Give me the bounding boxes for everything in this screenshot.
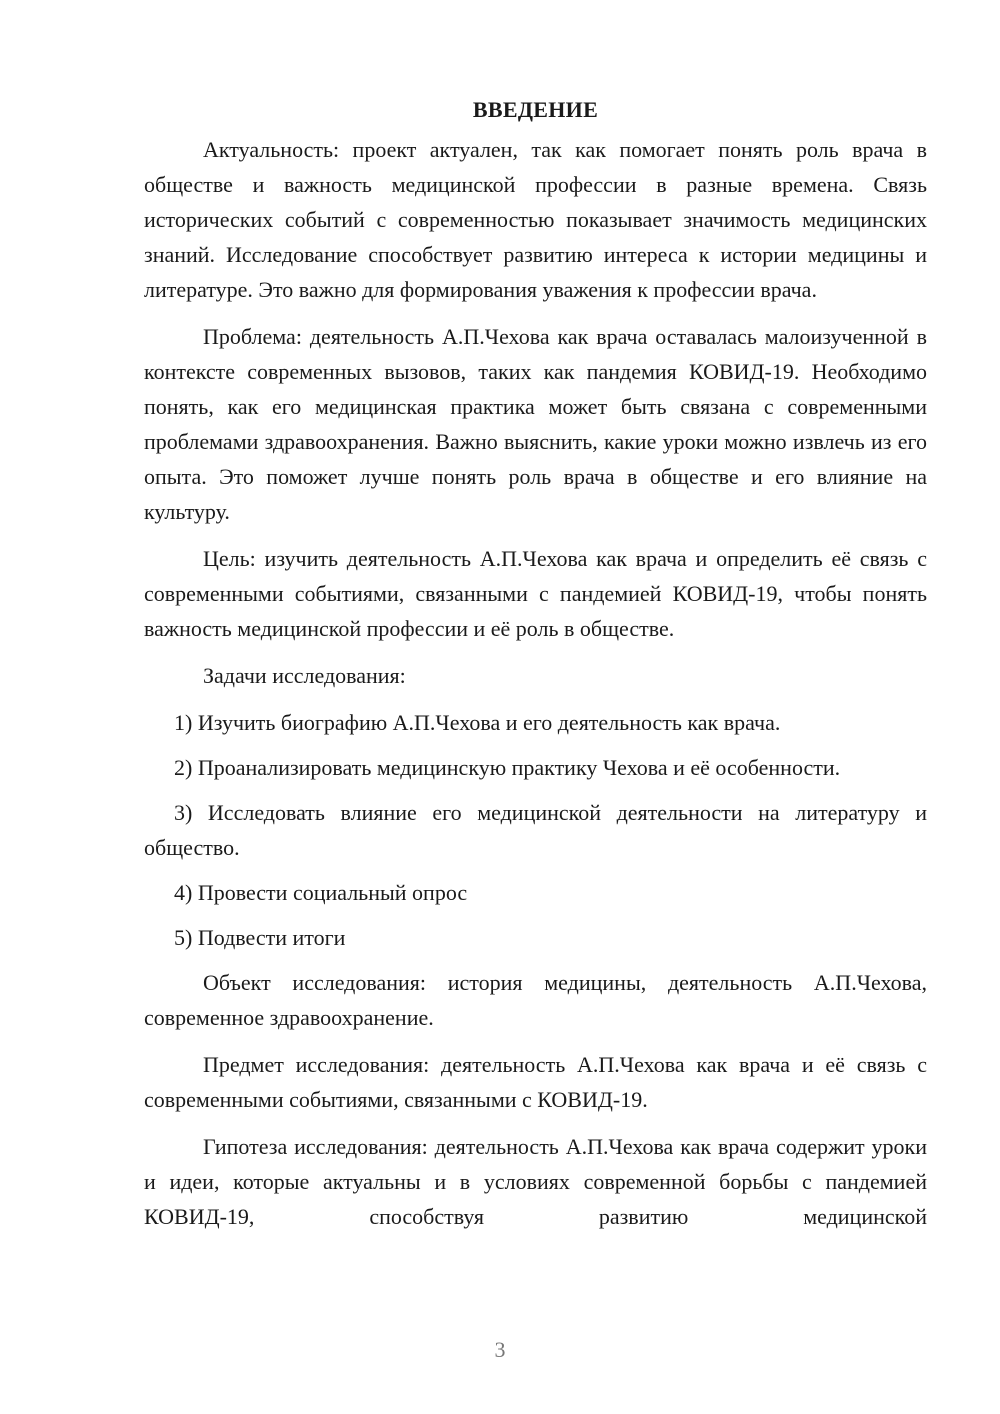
problem-paragraph: Проблема: деятельность А.П.Чехова как врача оставалась малоизученной в контексте современных вызовов, таких как пандемия КОВИД-19. Необходимо понять, как его медицинская практика может быть связана с современными проблемами здравоохранения. Важно выяснить, какие уроки можно извлечь из его опыта. Это поможет лучше понять роль врача в обществе и его влияние на культуру.: [144, 324, 927, 524]
tasks-list: [144, 705, 927, 955]
section-heading: ВВЕДЕНИЕ: [472, 97, 599, 122]
list-item: 5) Подвести итоги: [174, 925, 346, 950]
list-item: 1) Изучить биографию А.П.Чехова и его деятельность как врача.: [174, 710, 781, 735]
list-item: 2) Проанализировать медицинскую практику Чехова и её особенности.: [174, 755, 841, 780]
page-number: 3: [494, 1337, 506, 1362]
subject-paragraph: Предмет исследования: деятельность А.П.Чехова как врача и её связь с современными событиями, связанными с КОВИД-19.: [144, 1052, 927, 1112]
object-paragraph: Объект исследования: история медицины, деятельность А.П.Чехова, современное здравоохранение.: [144, 970, 927, 1030]
relevance-paragraph: Актуальность: проект актуален, так как помогает понять роль врача в обществе и важность медицинской профессии в разные времена. Связь исторических событий с современностью показывает значимость медицинских знаний. Исследование способствует развитию интереса к истории медицины и литературе. Это важно для формирования уважения к профессии врача.: [144, 137, 927, 302]
list-item: 3) Исследовать влияние его медицинской деятельности на литературу и общество.: [144, 800, 927, 860]
list-item: 4) Провести социальный опрос: [174, 880, 468, 905]
document-page: [144, 92, 927, 1234]
hypothesis-paragraph: Гипотеза исследования: деятельность А.П.Чехова как врача содержит уроки и идеи, которые актуальны и в условиях современной борьбы с пандемией КОВИД-19, способствуя развитию медицинской: [144, 1134, 927, 1229]
goal-paragraph: Цель: изучить деятельность А.П.Чехова как врача и определить её связь с современными событиями, связанными с пандемией КОВИД-19, чтобы понять важность медицинской профессии и её роль в обществе.: [144, 546, 927, 641]
tasks-heading: Задачи исследования:: [203, 663, 406, 688]
